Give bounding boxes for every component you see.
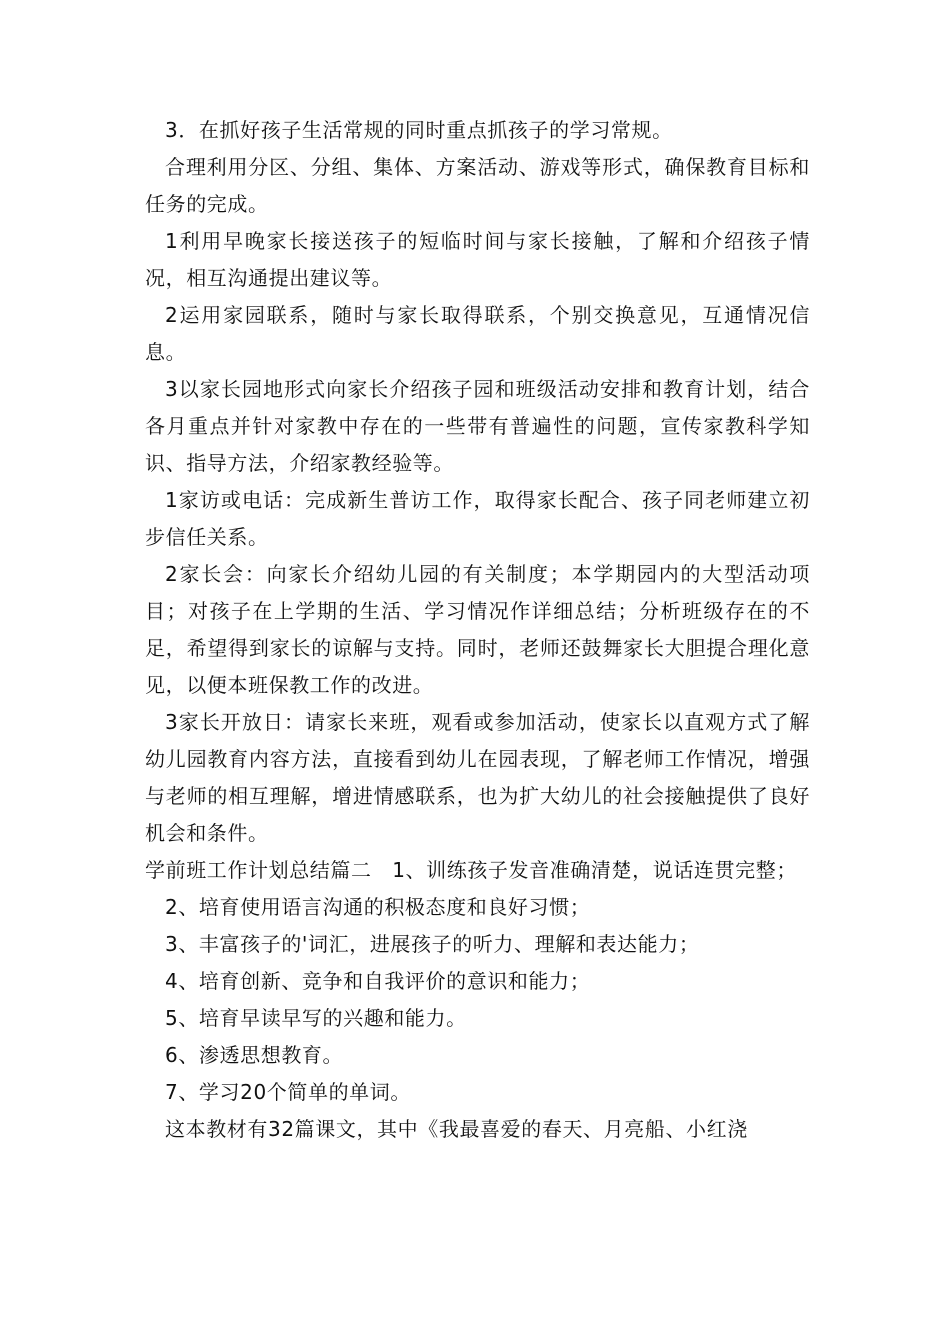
- paragraph: 这本教材有32篇课文，其中《我最喜爱的春天、月亮船、小红浇: [165, 1117, 748, 1141]
- paragraph: 合理利用分区、分组、集体、方案活动、游戏等形式，确保教育目标和任务的完成。: [145, 155, 810, 216]
- paragraph: 3以家长园地形式向家长介绍孩子园和班级活动安排和教育计划，结合各月重点并针对家教中存在的一些带有普遍性的问题，宣传家教科学知识、指导方法，介绍家教经验等。: [145, 377, 810, 475]
- paragraph: 3家长开放日：请家长来班，观看或参加活动，使家长以直观方式了解幼儿园教育内容方法，直接看到幼儿在园表现，了解老师工作情况，增强与老师的相互理解，增进情感联系，也为扩大幼儿的社会接触提供了良好机会和条件。: [145, 710, 810, 845]
- paragraph: 2运用家园联系，随时与家长取得联系，个别交换意见，互通情况信息。: [145, 303, 810, 364]
- paragraph: 1家访或电话：完成新生普访工作，取得家长配合、孩子同老师建立初步信任关系。: [145, 488, 810, 549]
- paragraph: 3．在抓好孩子生活常规的同时重点抓孩子的学习常规。: [165, 118, 673, 142]
- paragraph: 1利用早晚家长接送孩子的短临时间与家长接触，了解和介绍孩子情况，相互沟通提出建议等。: [145, 229, 810, 290]
- document-body: [145, 112, 810, 1148]
- list-item: 5、培育早读早写的兴趣和能力。: [165, 1006, 467, 1030]
- list-item: 6、渗透思想教育。: [165, 1043, 344, 1067]
- list-item: 7、学习20个简单的单词。: [165, 1080, 411, 1104]
- list-item: 4、培育创新、竞争和自我评价的意识和能力；: [165, 969, 591, 993]
- section-heading-paragraph: 学前班工作计划总结篇二 1、训练孩子发音准确清楚，说话连贯完整；: [145, 858, 797, 882]
- paragraph: 2家长会：向家长介绍幼儿园的有关制度；本学期园内的大型活动项目；对孩子在上学期的生活、学习情况作详细总结；分析班级存在的不足，希望得到家长的谅解与支持。同时，老师还鼓舞家长大胆提合理化意见，以便本班保教工作的改进。: [145, 562, 810, 697]
- list-item: 2、培育使用语言沟通的积极态度和良好习惯；: [165, 895, 591, 919]
- list-item: 3、丰富孩子的'词汇，进展孩子的听力、理解和表达能力；: [165, 932, 700, 956]
